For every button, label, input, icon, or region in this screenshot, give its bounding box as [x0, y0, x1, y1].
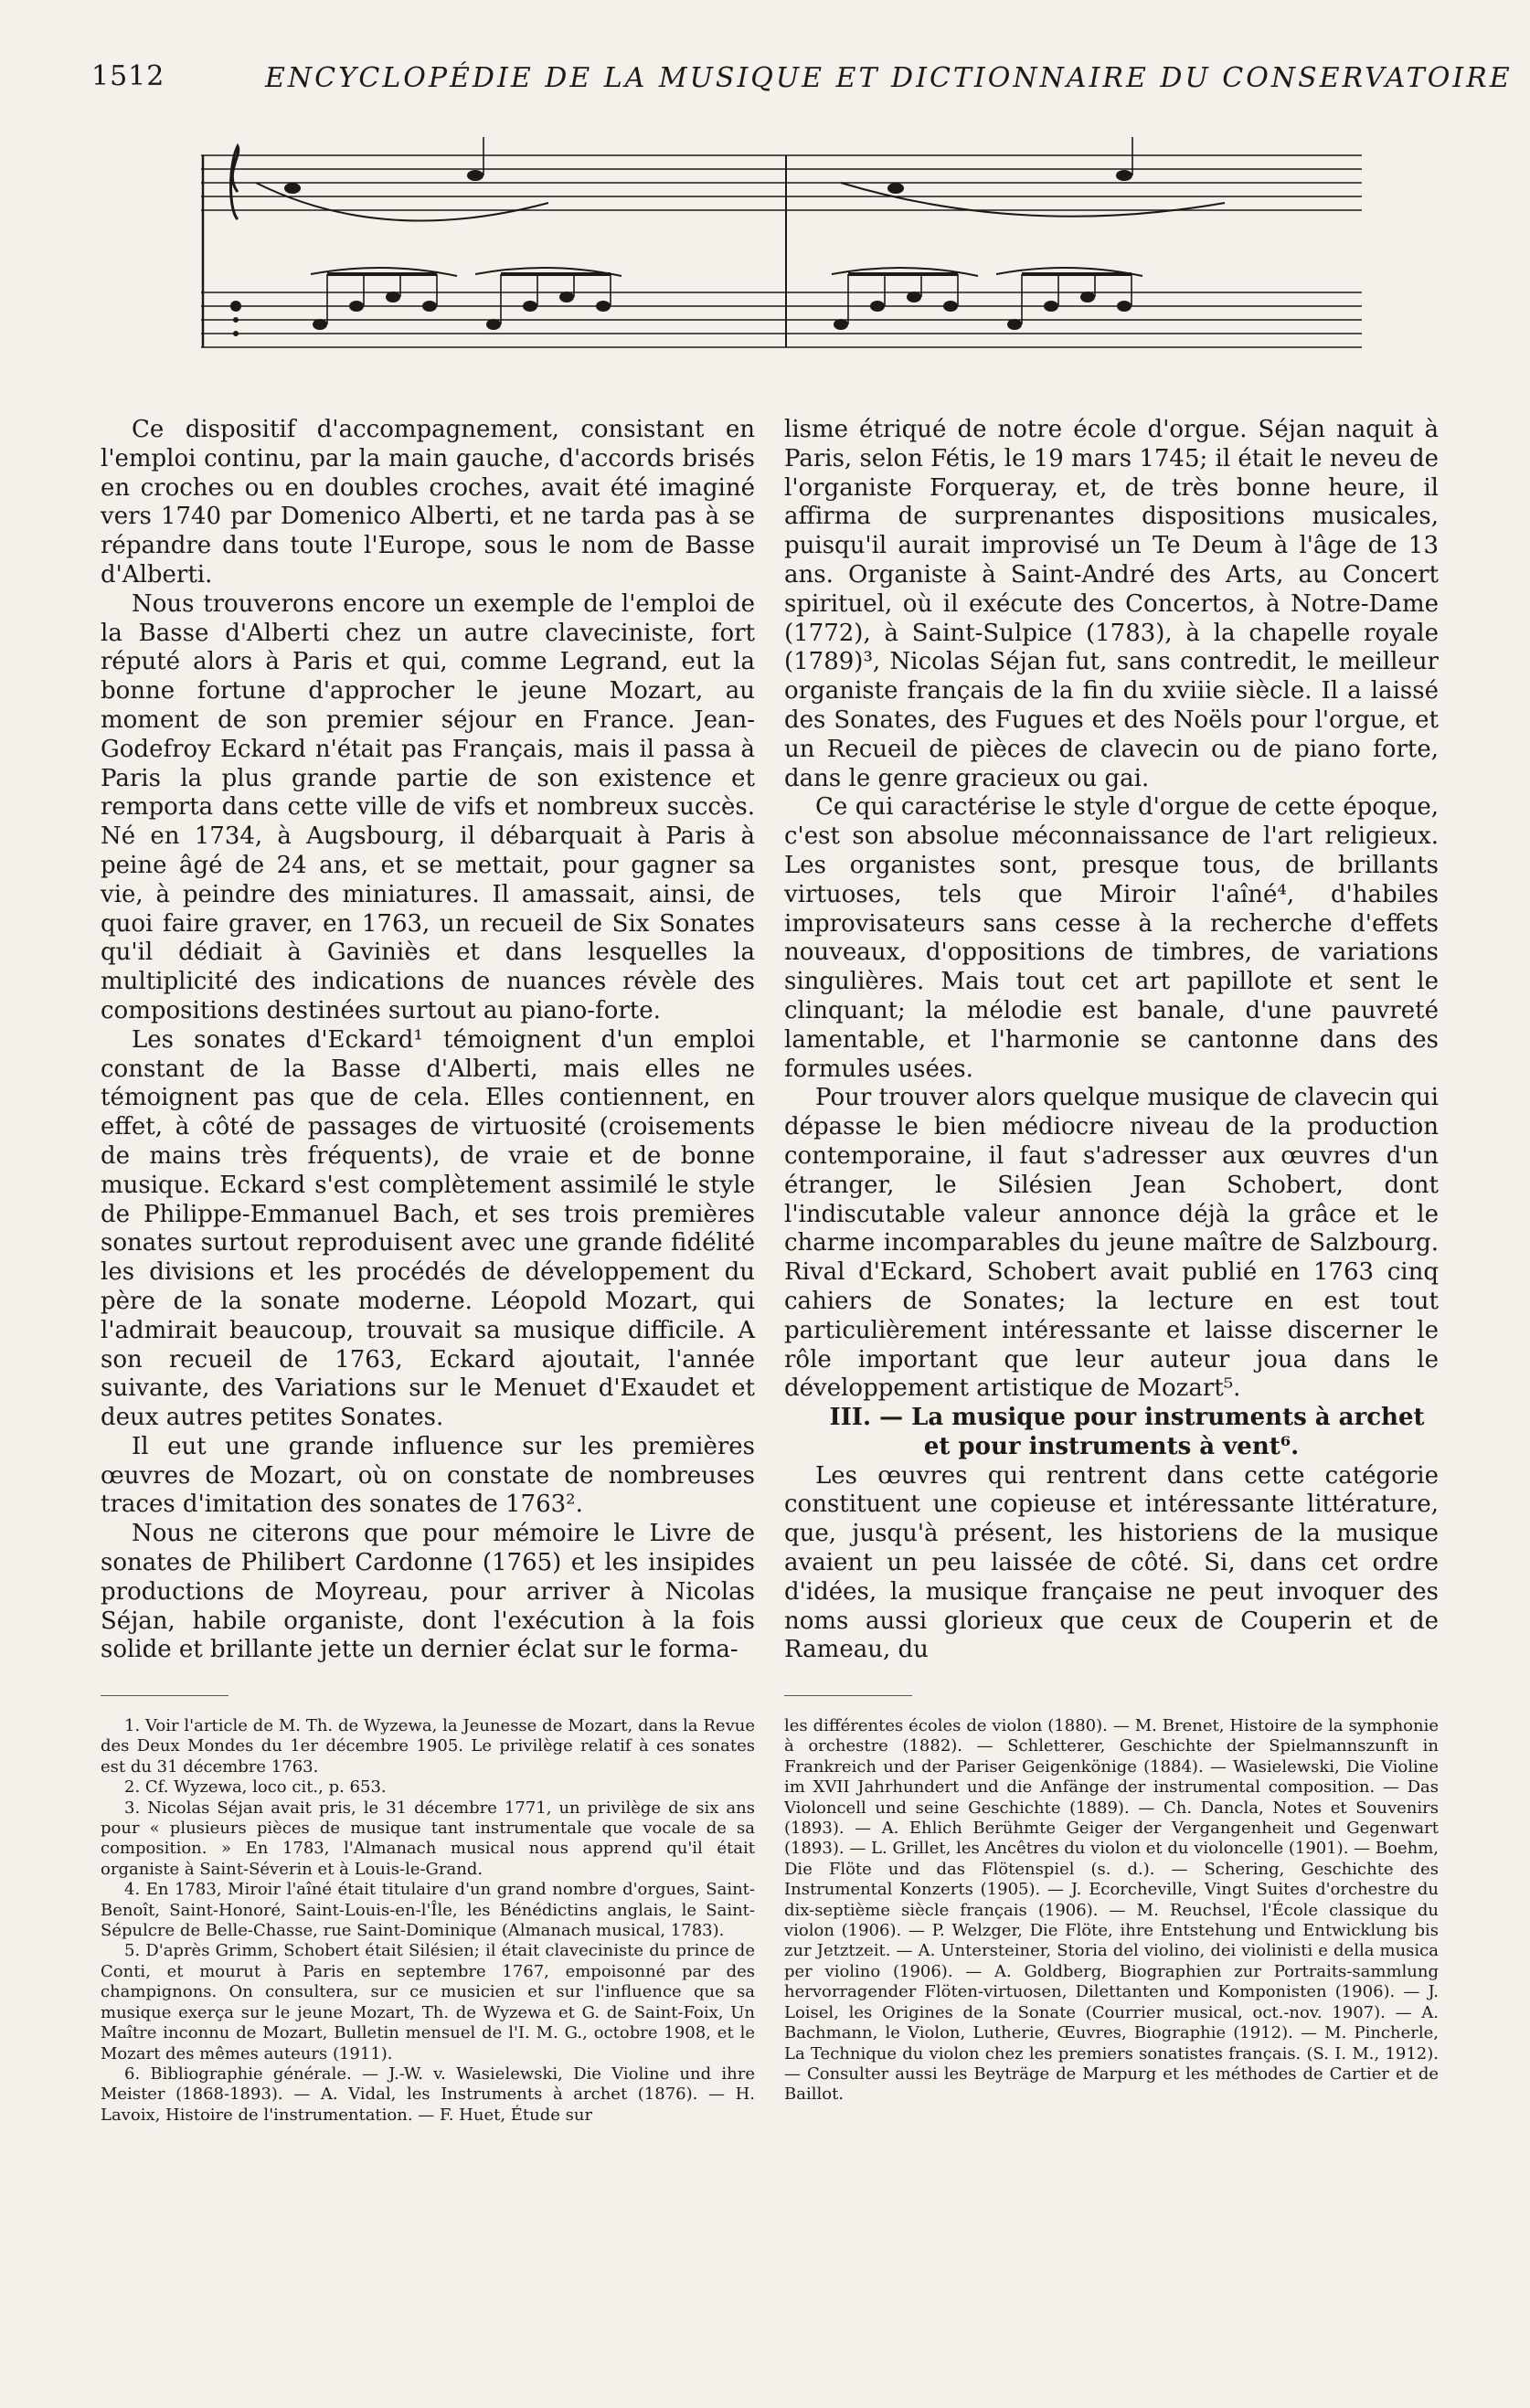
page-number: 1512: [91, 60, 165, 92]
paragraph: Les sonates d'Eckard¹ témoignent d'un emploi constant de la Basse d'Alberti, mais elles ne témoignent pas que de cela. Elles contiennent, en effet, à côté de passages de virtuosité (croisements de mains très fréquents), de vraie et de bonne musique. Eckard s'est complètement assimilé le style de Philippe-Emmanuel Bach, et ses trois premières sonates surtout reproduisent avec une grande fidélité les divisions et les procédés de développement du père de la sonate moderne. Léopold Mozart, qui l'admirait beaucoup, trouvait sa musique difficile. A son recueil de 1763, Eckard ajoutait, l'année suivante, des Variations sur le Menuet d'Exaudet et deux autres petites Sonates.: [101, 1025, 755, 1432]
section-title: III. — La musique pour instruments à archet et pour instruments à vent⁶.: [829, 1404, 1425, 1460]
footnote: 6. Bibliographie générale. — J.-W. v. Wasielewski, Die Violine und ihre Meister (1868-1893). — A. Vidal, les Instruments à archet (1876). — H. Lavoix, Histoire de l'instrumentation. — F. Huet, Étude sur: [101, 2063, 755, 2125]
footnote-rule: [784, 1695, 912, 1696]
footnote: les différentes écoles de violon (1880). — M. Brenet, Histoire de la symphonie à orchestre (1882). — Schletterer, Geschichte der Spielmannszunft in Frankreich und der Pariser Geigenkönige (1884). — Wasielewski, Die Violine im XVII Jahrhundert und die Anfänge der instrumental composition. — Das Violoncell und seine Geschichte (1889). — Ch. Dancla, Notes et Souvenirs (1893). — A. Ehlich Berühmte Geiger der Vergangenheit und Gegenwart (1893). — L. Grillet, les Ancêtres du violon et du violoncelle (1901). — Boehm, Die Flöte und das Flötenspiel (s. d.). — Schering, Geschichte des Instrumental Konzerts (1905). — J. Ecorcheville, Vingt Suites d'orchestre du dix-septième siècle français (1906). — M. Reuchsel, l'École classique du violon (1906). — P. Welzger, Die Flöte, ihre Entstehung und Entwicklung bis zur Jetztzeit. — A. Untersteiner, Storia del violino, dei violinisti e della musica per violino (1906). — A. Goldberg, Biographien zur Portraits-sammlung hervorragender Flöten-virtuosen, Dilettanten und Komponisten (1906). — J. Loisel, les Origines de la Sonate (Courrier musical, oct.-nov. 1907). — A. Bachmann, le Violon, Lutherie, Œuvres, Biographie (1912). — M. Pincherle, La Technique du violon chez les premiers sonatistes français. (S. I. M., 1912). — Consulter aussi les Beyträge de Marpurg et les méthodes de Cartier et de Baillot.: [784, 1716, 1439, 2105]
footnote-rule: [101, 1695, 228, 1696]
paragraph: Les œuvres qui rentrent dans cette catégorie constituent une copieuse et intéressante littérature, que, jusqu'à présent, les historiens de la musique avaient un peu laissée de côté. Si, dans cet ordre d'idées, la musique française ne peut invoquer des noms aussi glorieux que ceux de Couperin et de Rameau, du: [784, 1461, 1439, 1664]
footnote: 2. Cf. Wyzewa, loco cit., p. 653.: [124, 1777, 387, 1798]
footnote: 3. Nicolas Séjan avait pris, le 31 décembre 1771, un privilège de six ans pour « plusieurs pièces de musique tant instrumentale que vocale de sa composition. » En 1783, l'Almanach musical nous apprend qu'il était organiste à Saint-Séverin et à Louis-le-Grand.: [101, 1798, 755, 1879]
footnote: 1. Voir l'article de M. Th. de Wyzewa, la Jeunesse de Mozart, dans la Revue des Deux Mondes du 1er décembre 1905. Le privilège relatif à ces sonates est du 31 décembre 1763.: [101, 1716, 755, 1777]
footnote: 5. D'après Grimm, Schobert était Silésien; il était claveciniste du prince de Conti, et mourut à Paris en septembre 1767, empoisonné par des champignons. On consultera, sur ce musicien et sur l'influence que sa musique exerça sur le jeune Mozart, Th. de Wyzewa et G. de Saint-Foix, Un Maître inconnu de Mozart, Bulletin mensuel de l'I. M. G., octobre 1908, et le Mozart des mêmes auteurs (1911).: [101, 1941, 755, 2063]
paragraph: Ce qui caractérise le style d'orgue de cette époque, c'est son absolue méconnaissance de l'art religieux. Les organistes sont, presque tous, de brillants virtuoses, tels que Miroir l'aîné⁴, d'habiles improvisateurs sans cesse à la recherche d'effets nouveaux, d'oppositions de timbres, de variations singulières. Mais tout cet art papillote et sent le clinquant; la mélodie est banale, d'une pauvreté lamentable, et l'harmonie se cantonne dans des formules usées.: [784, 793, 1439, 1083]
page-header: [91, 60, 1513, 101]
running-title: ENCYCLOPÉDIE DE LA MUSIQUE ET DICTIONNAIRE DU CONSERVATOIRE: [265, 62, 1513, 94]
paragraph: Nous ne citerons que pour mémoire le Livre de sonates de Philibert Cardonne (1765) et les insipides productions de Moyreau, pour arriver à Nicolas Séjan, habile organiste, dont l'exécution à la fois solide et brillante jette un dernier éclat sur le forma-: [101, 1520, 755, 1664]
music-score-excerpt: [201, 137, 1362, 384]
paragraph: lisme étriqué de notre école d'orgue. Séjan naquit à Paris, selon Fétis, le 19 mars 1745; il était le neveu de l'organiste Forqueray, et, de très bonne heure, il affirma de surprenantes dispositions musicales, puisqu'il aurait improvisé un Te Deum à l'âge de 13 ans. Organiste à Saint-André des Arts, au Concert spirituel, où il exécute des Concertos, à Notre-Dame (1772), à Saint-Sulpice (1783), à la chapelle royale (1789)³, Nicolas Séjan fut, sans contredit, le meilleur organiste français de la fin du xviiie siècle. Il a laissé des Sonates, des Fugues et des Noëls pour l'orgue, et un Recueil de pièces de clavecin ou de piano forte, dans le genre gracieux ou gai.: [784, 416, 1439, 792]
paragraph: Ce dispositif d'accompagnement, consistant en l'emploi continu, par la main gauche, d'accords brisés en croches ou en doubles croches, avait été imaginé vers 1740 par Domenico Alberti, et ne tarda pas à se répandre dans toute l'Europe, sous le nom de Basse d'Alberti.: [101, 416, 755, 589]
paragraph: Nous trouverons encore un exemple de l'emploi de la Basse d'Alberti chez un autre claveciniste, fort réputé alors à Paris et qui, comme Legrand, eut la bonne fortune d'approcher le jeune Mozart, au moment de son premier séjour en France. Jean-Godefroy Eckard n'était pas Français, mais il passa à Paris la plus grande partie de son existence et remporta dans cette ville de vifs et nombreux succès. Né en 1734, à Augsbourg, il débarquait à Paris à peine âgé de 24 ans, et se mettait, pour gagner sa vie, à peindre des miniatures. Il amassait, ainsi, de quoi faire graver, en 1763, un recueil de Six Sonates qu'il dédiait à Gaviniès et dans lesquelles la multiplicité des indications de nuances révèle des compositions destinées surtout au piano-forte.: [101, 589, 755, 1024]
left-column: [101, 416, 755, 1665]
footnote: 4. En 1783, Miroir l'aîné était titulaire d'un grand nombre d'orgues, Saint-Benoît, Saint-Honoré, Saint-Louis-en-l'Île, les Bénédictins anglais, le Saint-Sépulcre de Belle-Chasse, rue Saint-Dominique (Almanach musical, 1783).: [101, 1880, 755, 1941]
right-column: [784, 416, 1439, 1665]
footnotes-right: [784, 1716, 1439, 2106]
footnotes-left: [101, 1716, 755, 2126]
paragraph: Pour trouver alors quelque musique de clavecin qui dépasse le bien médiocre niveau de la production contemporaine, il faut s'adresser aux œuvres d'un étranger, le Silésien Jean Schobert, dont l'indiscutable valeur annonce déjà la grâce et le charme incomparables du jeune maître de Salzbourg. Rival d'Eckard, Schobert avait publié en 1763 cinq cahiers de Sonates; la lecture en est tout particulièrement intéressante et laisse discerner le rôle important que leur auteur joua dans le développement artistique de Mozart⁵.: [784, 1084, 1439, 1403]
paragraph: Il eut une grande influence sur les premières œuvres de Mozart, où on constate de nombreuses traces d'imitation des sonates de 1763².: [101, 1432, 755, 1519]
